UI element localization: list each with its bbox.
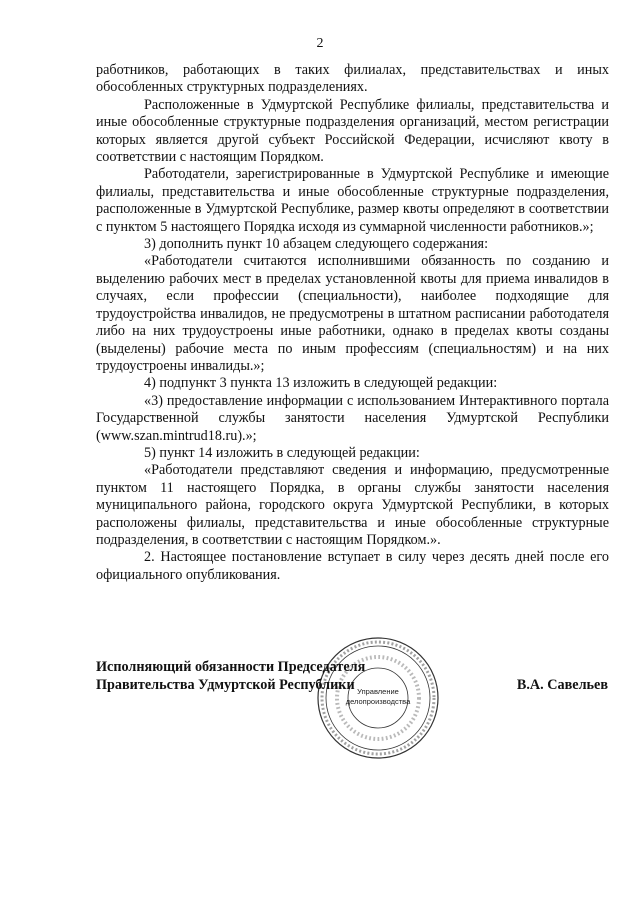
page-number: 2	[316, 36, 324, 51]
signature-position	[96, 658, 365, 694]
paragraph: Работодатели, зарегистрированные в Удмуртской Республике и имеющие филиалы, представительства и иные обособленные структурные подразделения, расположенные в Удмуртской Республике, размер квоты определяют в соответствии с пунктом 5 настоящего Порядка исходя из суммарной численности работников.»;	[96, 166, 609, 235]
paragraph: 3) дополнить пункт 10 абзацем следующего содержания:	[144, 236, 489, 253]
paragraph: 4) подпункт 3 пункта 13 изложить в следующей редакции:	[144, 375, 498, 392]
paragraph: «Работодатели считаются исполнившими обязанность по созданию и выделению рабочих мест в пределах установленной квоты для приема инвалидов в случаях, если профессии (специальности), наиболее подходящие для трудоустройства инвалидов, не предусмотрены в штатном расписании работодателя либо на них трудоустроены иные работники, однако в пределах квоты созданы (выделены) рабочие места по иным профессиям (специальностям) и на них трудоустроены инвалиды.»;	[96, 253, 609, 374]
paragraph: 2. Настоящее постановление вступает в силу через десять дней после его официального опубликования.	[96, 549, 609, 583]
stamp-text-line1: Управление	[357, 687, 399, 696]
paragraph: «Работодатели представляют сведения и информацию, предусмотренные пунктом 11 настоящего Порядка, в органы службы занятости населения муниципального района, городского округа Удмуртской Республики, в которых расположены филиалы, представительства и иные обособленные структурные подразделения, в соответствии с настоящим Порядком.».	[96, 462, 609, 548]
document-body	[96, 62, 609, 584]
stamp-text-line2: делопроизводства	[345, 697, 411, 706]
official-stamp	[316, 636, 440, 760]
signature-position-line2: Правительства Удмуртской Республики	[96, 677, 355, 693]
paragraph: работников, работающих в таких филиалах, представительствах и иных обособленных структурных подразделениях.	[96, 62, 609, 96]
paragraph: 5) пункт 14 изложить в следующей редакции:	[144, 444, 420, 461]
signature-position-line1: Исполняющий обязанности Председателя	[96, 659, 366, 675]
paragraph: Расположенные в Удмуртской Республике филиалы, представительства и иные обособленные структурные подразделения организаций, местом регистрации которых является другой субъект Российской Федерации, исчисляют квоту в соответствии с настоящим Порядком.	[96, 96, 609, 166]
signatory-name: В.А. Савельев	[516, 677, 608, 693]
paragraph: «3) предоставление информации с использованием Интерактивного портала Государственной службы занятости населения Удмуртской Республики (www.szan.mintrud18.ru).»;	[96, 392, 609, 444]
